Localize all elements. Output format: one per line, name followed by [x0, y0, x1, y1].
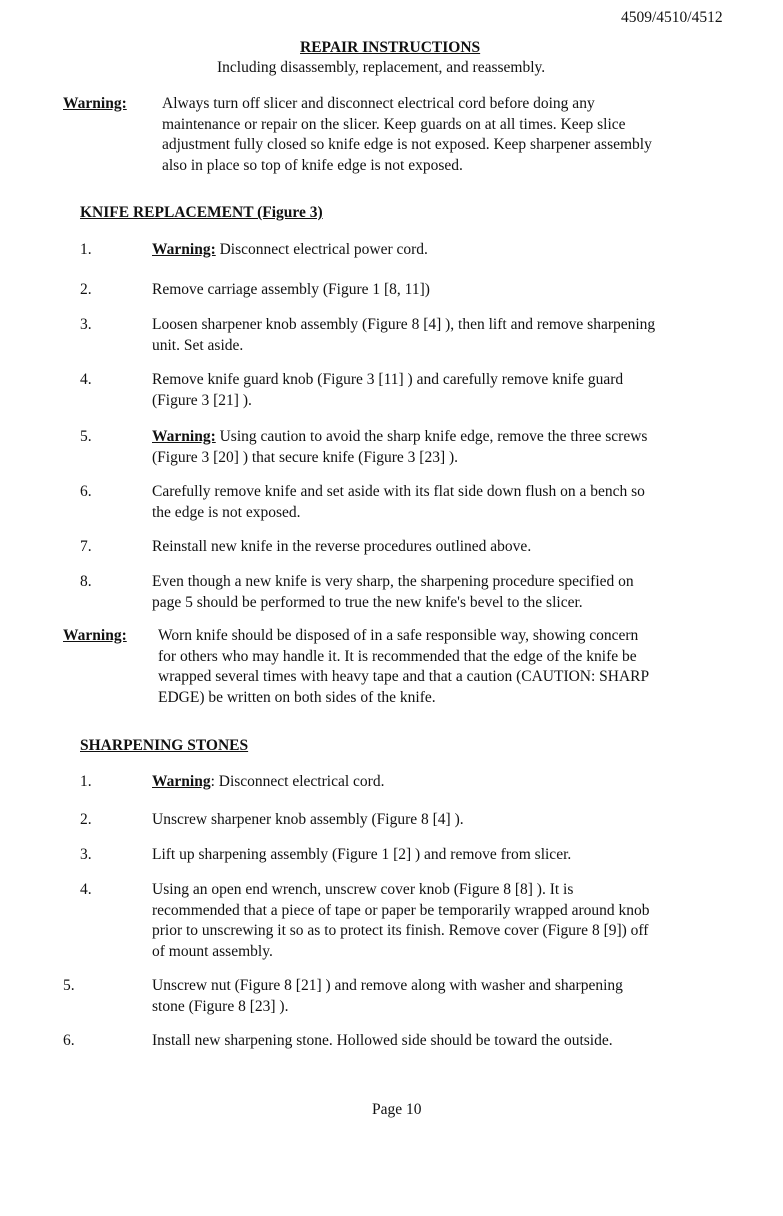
step-number: 2. — [80, 281, 92, 298]
step-text: Unscrew nut (Figure 8 [21] ) and remove along with washer and sharpening stone (Figure 8 [23] ). — [152, 977, 623, 1015]
stones-step-2 — [152, 810, 464, 831]
knife-warning-text: Worn knife should be disposed of in a safe responsible way, showing concern for others who may handle it. It is recommended that the edge of the knife be wrapped several times with heavy tape and that a caution (CAUTION: SHARP EDGE) be written on both sides of the knife. — [158, 627, 650, 707]
knife-warning-label: Warning: — [63, 627, 127, 644]
stones-step-5 — [152, 976, 623, 1017]
step-number: 6. — [80, 483, 92, 500]
step-text: Disconnect electrical power cord. — [215, 241, 428, 258]
knife-step-8 — [152, 572, 634, 613]
step-warning-label: Warning: — [152, 241, 216, 258]
knife-step-7 — [152, 537, 531, 558]
knife-step-1 — [152, 240, 428, 261]
stones-step-6 — [152, 1031, 613, 1052]
intro-warning-label: Warning: — [63, 95, 127, 112]
step-number: 4. — [80, 371, 92, 388]
step-text: Unscrew sharpener knob assembly (Figure 8 [4] ). — [152, 811, 464, 828]
step-number: 2. — [80, 811, 92, 828]
step-text: Reinstall new knife in the reverse procedures outlined above. — [152, 538, 532, 555]
intro-warning-text: Always turn off slicer and disconnect electrical cord before doing any maintenance or repair on the slicer. Keep guards on at all times. Keep slice adjustment fully closed so knife edge is not exposed. Keep sharpener assembly also in place so top of knife edge is not exposed. — [162, 95, 652, 175]
model-numbers: 4509/4510/4512 — [621, 9, 723, 26]
step-number: 5. — [63, 977, 75, 994]
step-number: 1. — [80, 773, 92, 790]
step-warning-label: Warning — [152, 773, 211, 790]
stones-step-4 — [152, 880, 650, 963]
knife-step-2 — [152, 280, 430, 301]
knife-step-6 — [152, 482, 645, 523]
knife-step-4 — [152, 370, 623, 411]
step-number: 7. — [80, 538, 92, 555]
step-number: 1. — [80, 241, 92, 258]
step-text: Using an open end wrench, unscrew cover knob (Figure 8 [8] ). It is recommended that a piece of tape or paper be temporarily wrapped around knob prior to unscrewing it so as to protect its finish. Remove cover (Figure 8 [9]) off of mount assembly. — [152, 881, 650, 961]
step-number: 3. — [80, 316, 92, 333]
step-text: Even though a new knife is very sharp, the sharpening procedure specified on page 5 should be performed to true the new knife's bevel to the slicer. — [152, 573, 634, 611]
stones-step-3 — [152, 845, 571, 866]
step-warning-label: Warning: — [152, 428, 216, 445]
step-text: Remove knife guard knob (Figure 3 [11] ) and carefully remove knife guard (Figure 3 [21] ). — [152, 371, 624, 409]
step-number: 6. — [63, 1032, 75, 1049]
step-text: : Disconnect electrical cord. — [210, 773, 385, 790]
page-number: Page 10 — [372, 1101, 422, 1118]
step-text: Install new sharpening stone. Hollowed side should be toward the outside. — [152, 1032, 613, 1049]
knife-step-3 — [152, 315, 655, 356]
step-text: Carefully remove knife and set aside with its flat side down flush on a bench so the edge is not exposed. — [152, 483, 645, 521]
step-number: 5. — [80, 428, 92, 445]
step-text: Lift up sharpening assembly (Figure 1 [2] ) and remove from slicer. — [152, 846, 572, 863]
stones-step-1 — [152, 772, 384, 793]
page-subtitle: Including disassembly, replacement, and reassembly. — [217, 59, 546, 76]
step-text: Loosen sharpener knob assembly (Figure 8 [4] ), then lift and remove sharpening unit. Set aside. — [152, 316, 656, 354]
knife-step-5 — [152, 427, 647, 468]
step-text: Remove carriage assembly (Figure 1 [8, 11]) — [152, 281, 430, 298]
page-title: REPAIR INSTRUCTIONS — [300, 39, 481, 56]
step-number: 4. — [80, 881, 92, 898]
step-number: 3. — [80, 846, 92, 863]
step-number: 8. — [80, 573, 92, 590]
step-text: Using caution to avoid the sharp knife edge, remove the three screws (Figure 3 [20] ) that secure knife (Figure 3 [23] ). — [152, 428, 648, 466]
knife-replacement-heading: KNIFE REPLACEMENT (Figure 3) — [80, 204, 323, 221]
sharpening-stones-heading: SHARPENING STONES — [80, 737, 249, 754]
